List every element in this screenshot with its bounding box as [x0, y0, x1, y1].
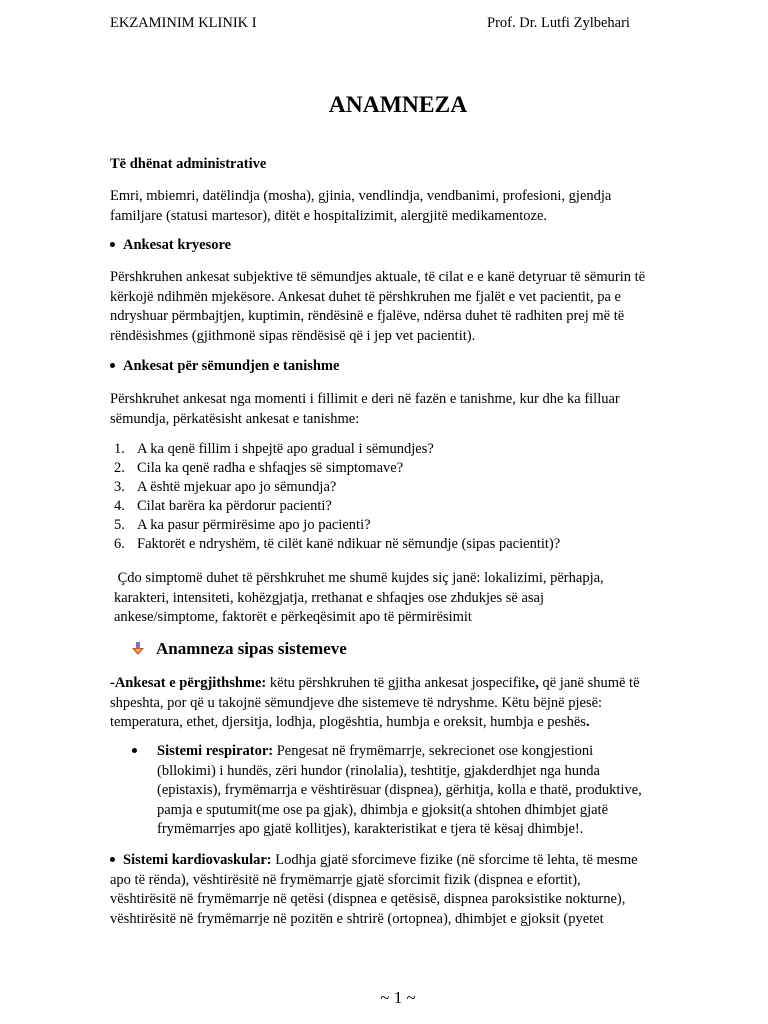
tanishme-line: sëmundja, përkatësisht ankesat e tanishme: — [110, 410, 360, 427]
list-item — [110, 459, 560, 478]
respiratory-label: Sistemi respirator: — [157, 743, 274, 759]
list-item — [110, 478, 560, 497]
question-number: 5. — [114, 517, 125, 533]
question-text: Cila ka qenë radha e shfaqjes së simptomave? — [137, 460, 404, 476]
general-line: shpeshta, por që u takojnë sëmundjeve dhe sistemeve të ndryshme. Këtu bëjnë pjesë: — [110, 694, 603, 711]
arrow-down-icon — [132, 642, 144, 656]
tanishme-paragraph — [110, 390, 620, 429]
general-label: -Ankesat e përgjithshme: — [110, 675, 267, 691]
general-line — [110, 674, 690, 694]
question-number: 6. — [114, 536, 125, 552]
kryesore-line: rëndësishmes (gjithmonë sipas rëndësisë që i jep vet pacientit). — [110, 327, 476, 344]
general-line — [110, 713, 690, 733]
note-line-text: Çdo simptomë duhet të përshkruhet me shumë kujdes siç janë: lokalizimi, përhapja, — [117, 570, 604, 586]
question-text: Cilat barëra ka përdorur pacienti? — [137, 498, 332, 514]
kryesore-line: ndryshuar përmbajtjen, kuptimin, rëndësinë e fjalëve, ndërsa duhet të radhiten prej më të — [110, 308, 625, 324]
respiratory-line: (bllokimi) i hundës, zëri hundor (rinolalia), teshtitje, gjakderdhjet nga hunda — [157, 762, 600, 779]
general-text: temperatura, ethet, djersitja, lodhja, plogështia, humbja e oreksit, humbja e peshës — [110, 714, 586, 730]
cardio-line-text: Lodhja gjatë sforcimeve fizike (në sforcime të lehta, të mesme — [271, 852, 638, 868]
general-text: këtu përshkruhen të gjitha ankesat jospecifike — [266, 675, 536, 691]
tanishme-heading — [110, 358, 339, 375]
cardio-label: Sistemi kardiovaskular: — [123, 852, 272, 868]
kryesore-heading — [110, 237, 231, 254]
cardio-line: vështirësitë në frymëmarrje në qetësi (dispnea e qetësisë, dispnea paroksistike nokturne), — [110, 891, 626, 907]
general-comma: , — [535, 675, 539, 691]
note-line: karakteri, intensiteti, kohëzgjatja, rrethanat e shfaqjes ose zhdukjes së asaj — [114, 589, 545, 606]
general-complaints — [110, 674, 690, 733]
general-period: . — [585, 714, 590, 730]
respiratory-line: pamja e sputumit(me ose pa gjak), dhimbja e gjoksit(a shtohen dhimbjet gjatë — [157, 801, 609, 818]
question-text: Faktorët e ndryshëm, të cilët kanë ndikuar në sëmundje (sipas pacientit)? — [137, 536, 561, 552]
respiratory-line: (epistaxis), frymëmarrja e vështirësuar (dispnea), gërhitja, kolla e thatë, produktive, — [157, 782, 642, 798]
list-item — [110, 516, 560, 535]
question-text: A ka qenë fillim i shpejtë apo gradual i sëmundjes? — [137, 441, 434, 457]
symptom-note — [114, 569, 604, 628]
respiratory-line-text: Pengesat në frymëmarrje, sekrecionet ose kongjestioni — [273, 743, 594, 759]
cardiovascular-system — [110, 851, 690, 929]
bullet-icon — [110, 242, 115, 247]
tanishme-heading-text: Ankesat për sëmundjen e tanishme — [123, 358, 340, 374]
kryesore-heading-text: Ankesat kryesore — [123, 237, 232, 253]
bullet-icon — [110, 857, 115, 862]
question-number: 4. — [114, 498, 125, 514]
page-number: ~ 1 ~ — [380, 988, 416, 1007]
header-author: Prof. Dr. Lutfi Zylbehari — [487, 15, 630, 31]
admin-heading: Të dhënat administrative — [110, 156, 267, 172]
note-line: ankese/simptome, faktorët e përkeqësimit apo të përmirësimit — [114, 609, 472, 625]
respiratory-system — [132, 742, 692, 840]
general-text: që janë shumë të — [538, 675, 640, 691]
respiratory-line — [157, 742, 692, 762]
list-item — [110, 497, 560, 516]
page-title: ANAMNEZA — [328, 92, 468, 118]
header-course-title: EKZAMINIM KLINIK I — [110, 15, 257, 31]
kryesore-paragraph — [110, 268, 645, 346]
bullet-icon — [110, 363, 115, 368]
question-number: 3. — [114, 479, 125, 495]
admin-line: Emri, mbiemri, datëlindja (mosha), gjinia, vendlindja, vendbanimi, profesioni, gjendja — [110, 188, 612, 204]
tanishme-line: Përshkruhet ankesat nga momenti i fillimit e deri në fazën e tanishme, kur dhe ka filluar — [110, 391, 620, 407]
cardio-line: apo të rënda), vështirësitë në frymëmarrje gjatë sforcimit fizik (dispnea e efortit), — [110, 871, 581, 888]
admin-paragraph — [110, 187, 611, 226]
cardio-line: vështirësitë në frymëmarrje në pozitën e shtrirë (ortopnea), dhimbjet e gjoksit (pyetet — [110, 910, 604, 927]
kryesore-line: Përshkruhen ankesat subjektive të sëmundjes aktuale, të cilat e e kanë detyruar të sëmurin të — [110, 269, 646, 285]
systems-heading — [132, 639, 347, 659]
question-number: 2. — [114, 460, 125, 476]
list-item — [110, 440, 560, 459]
cardio-line — [110, 851, 690, 871]
question-number: 1. — [114, 441, 125, 457]
admin-line: familjare (statusi martesor), ditët e hospitalizimit, alergjitë medikamentoze. — [110, 207, 548, 224]
question-text: A ka pasur përmirësime apo jo pacienti? — [137, 517, 371, 533]
note-line — [114, 569, 604, 589]
systems-heading-text: Anamneza sipas sistemeve — [156, 639, 347, 658]
list-item — [110, 535, 560, 554]
respiratory-line: frymëmarrjes apo gjatë kollitjes), karakteristikat e tjera të kësaj dhimbje!. — [157, 821, 584, 837]
kryesore-line: kërkojë ndihmën mjekësore. Ankesat duhet të përshkruhen me fjalët e vet pacientit, pa e — [110, 288, 621, 305]
respiratory-text — [157, 742, 692, 840]
question-text: A është mjekuar apo jo sëmundja? — [137, 479, 337, 495]
bullet-icon — [132, 748, 137, 753]
questions-list — [110, 440, 560, 554]
